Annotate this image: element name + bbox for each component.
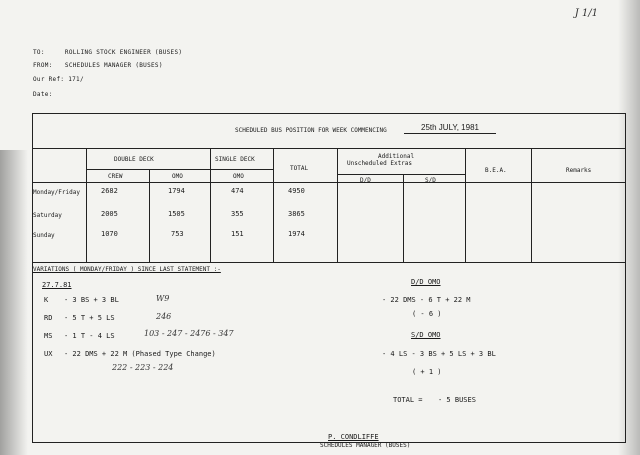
sd-omo-line: - 4 LS - 3 BS + 5 LS + 3 BL — [382, 350, 496, 358]
week-date: 25th JULY, 1981 — [421, 123, 479, 132]
cell-crew: 2005 — [101, 210, 118, 218]
signatory-title: SCHEDULES MANAGER (BUSES) — [320, 442, 411, 449]
variations-date: 27.7.81 — [42, 281, 72, 289]
header-additional: Additional — [378, 153, 415, 160]
col-rule-7 — [465, 148, 466, 262]
header-sd-omo: OMO — [233, 173, 244, 180]
cell-crew: 1070 — [101, 230, 118, 238]
header-unscheduled: Unscheduled Extras — [347, 160, 413, 167]
handwritten-note: 246 — [156, 312, 172, 321]
handwritten-note: W9 — [156, 294, 170, 303]
variation-text: - 3 BS + 3 BL — [64, 296, 119, 304]
row-day-label: Monday/Friday — [33, 189, 80, 196]
handwritten-note: 103 - 247 - 2476 - 347 — [144, 329, 234, 338]
header-dd-omo: OMO — [172, 173, 183, 180]
memo-to-value: ROLLING STOCK ENGINEER (BUSES) — [64, 49, 183, 56]
sd-omo-result: ( + 1 ) — [412, 368, 442, 376]
garage-code: RD — [44, 314, 53, 322]
cell-sd-omo: 151 — [231, 230, 244, 238]
variation-text: - 1 T - 4 LS — [64, 332, 115, 340]
header-bottom-rule — [32, 182, 626, 183]
memo-ref — [33, 76, 84, 83]
cell-sd-omo: 355 — [231, 210, 244, 218]
cell-total: 4950 — [288, 187, 305, 195]
cell-total: 3865 — [288, 210, 305, 218]
header-double-deck: DOUBLE DECK — [114, 156, 154, 163]
subhead-rule — [86, 169, 273, 170]
garage-code: UX — [44, 350, 53, 358]
extras-subhead-rule — [337, 174, 465, 175]
memo-date — [33, 91, 53, 98]
table-top-rule — [32, 148, 626, 149]
memo-from — [33, 62, 163, 69]
dd-omo-line: - 22 DMS - 6 T + 22 M — [382, 296, 471, 304]
cell-dd-omo: 753 — [171, 230, 184, 238]
cell-dd-omo: 1794 — [168, 187, 185, 195]
header-remarks: Remarks — [566, 167, 592, 174]
memo-date-label: Date: — [33, 91, 53, 98]
col-rule-5 — [337, 148, 338, 262]
garage-code: MS — [44, 332, 53, 340]
memo-to-label: TO: — [33, 49, 45, 56]
memo-to — [33, 49, 182, 56]
col-rule-6 — [403, 174, 404, 262]
cell-crew: 2682 — [101, 187, 118, 195]
cell-total: 1974 — [288, 230, 305, 238]
signatory-name: P. CONDLIFFE — [328, 433, 379, 441]
header-crew: CREW — [108, 173, 123, 180]
header-single-deck: SINGLE DECK — [215, 156, 255, 163]
memo-from-value: SCHEDULES MANAGER (BUSES) — [64, 62, 163, 69]
handwritten-note: 222 - 223 - 224 — [112, 363, 174, 372]
col-rule-8 — [531, 148, 532, 262]
scan-shadow-left — [0, 150, 28, 455]
header-total: TOTAL — [290, 165, 309, 172]
total-value: - 5 BUSES — [438, 396, 476, 404]
header-bea: B.E.A. — [485, 167, 507, 174]
dd-omo-title: D/D OMO — [411, 278, 441, 286]
dd-omo-result: ( - 6 ) — [412, 310, 442, 318]
header-sd-extras: S/D — [425, 177, 436, 184]
memo-ref-value: 171/ — [68, 76, 84, 83]
table-bottom-rule — [32, 262, 626, 263]
variation-text: - 22 DMS + 22 M (Phased Type Change) — [64, 350, 216, 358]
header-dd-extras: D/D — [360, 177, 371, 184]
cell-dd-omo: 1505 — [168, 210, 185, 218]
variation-text: - 5 T + 5 LS — [64, 314, 115, 322]
table-title: SCHEDULED BUS POSITION FOR WEEK COMMENCING — [235, 127, 387, 134]
col-rule-1 — [86, 148, 87, 262]
sd-omo-title: S/D OMO — [411, 331, 441, 339]
cell-sd-omo: 474 — [231, 187, 244, 195]
memo-from-label: FROM: — [33, 62, 53, 69]
date-underline — [404, 133, 496, 134]
row-day-label: Saturday — [33, 212, 62, 219]
variations-heading: VARIATIONS ( MONDAY/FRIDAY ) SINCE LAST STATEMENT :- — [33, 266, 221, 273]
total-label: TOTAL = — [393, 396, 423, 404]
col-rule-2 — [149, 169, 150, 262]
garage-code: K — [44, 296, 49, 304]
col-rule-3 — [210, 148, 211, 262]
memo-ref-label: Our Ref: — [33, 76, 65, 83]
reference-mark: J 1/1 — [574, 8, 598, 19]
row-day-label: Sunday — [33, 232, 55, 239]
col-rule-4 — [273, 148, 274, 262]
